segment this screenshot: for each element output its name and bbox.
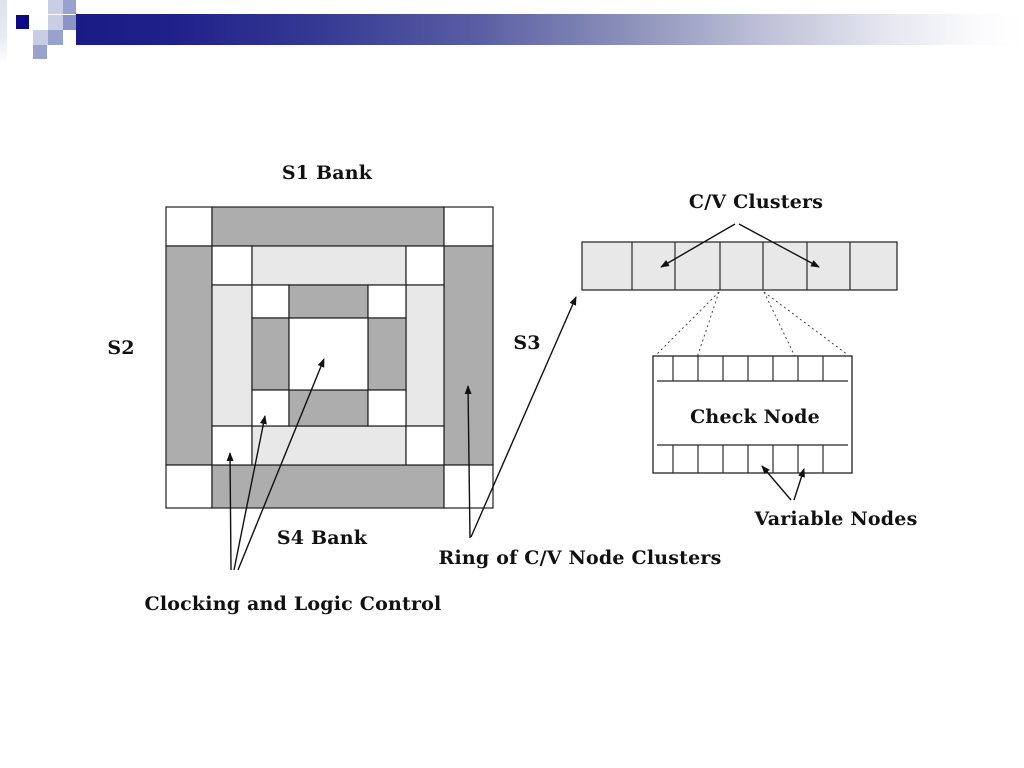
variable-nodes-label: Variable Nodes xyxy=(754,508,918,530)
cv-cluster-row xyxy=(582,242,897,290)
s2-label: S2 xyxy=(107,337,135,359)
s1-bank-label: S1 Bank xyxy=(281,162,373,184)
ring-clusters-label: Ring of C/V Node Clusters xyxy=(438,547,722,569)
clocking-logic-label: Clocking and Logic Control xyxy=(144,593,442,615)
check-node-label: Check Node xyxy=(690,406,820,428)
s4-bank-label: S4 Bank xyxy=(276,527,368,549)
cv-clusters-label: C/V Clusters xyxy=(688,191,824,213)
arrow-clocking-1 xyxy=(230,453,231,570)
floorplan-inner-ring xyxy=(252,285,406,426)
s3-label: S3 xyxy=(513,332,541,354)
floorplan-center-block xyxy=(289,318,368,390)
